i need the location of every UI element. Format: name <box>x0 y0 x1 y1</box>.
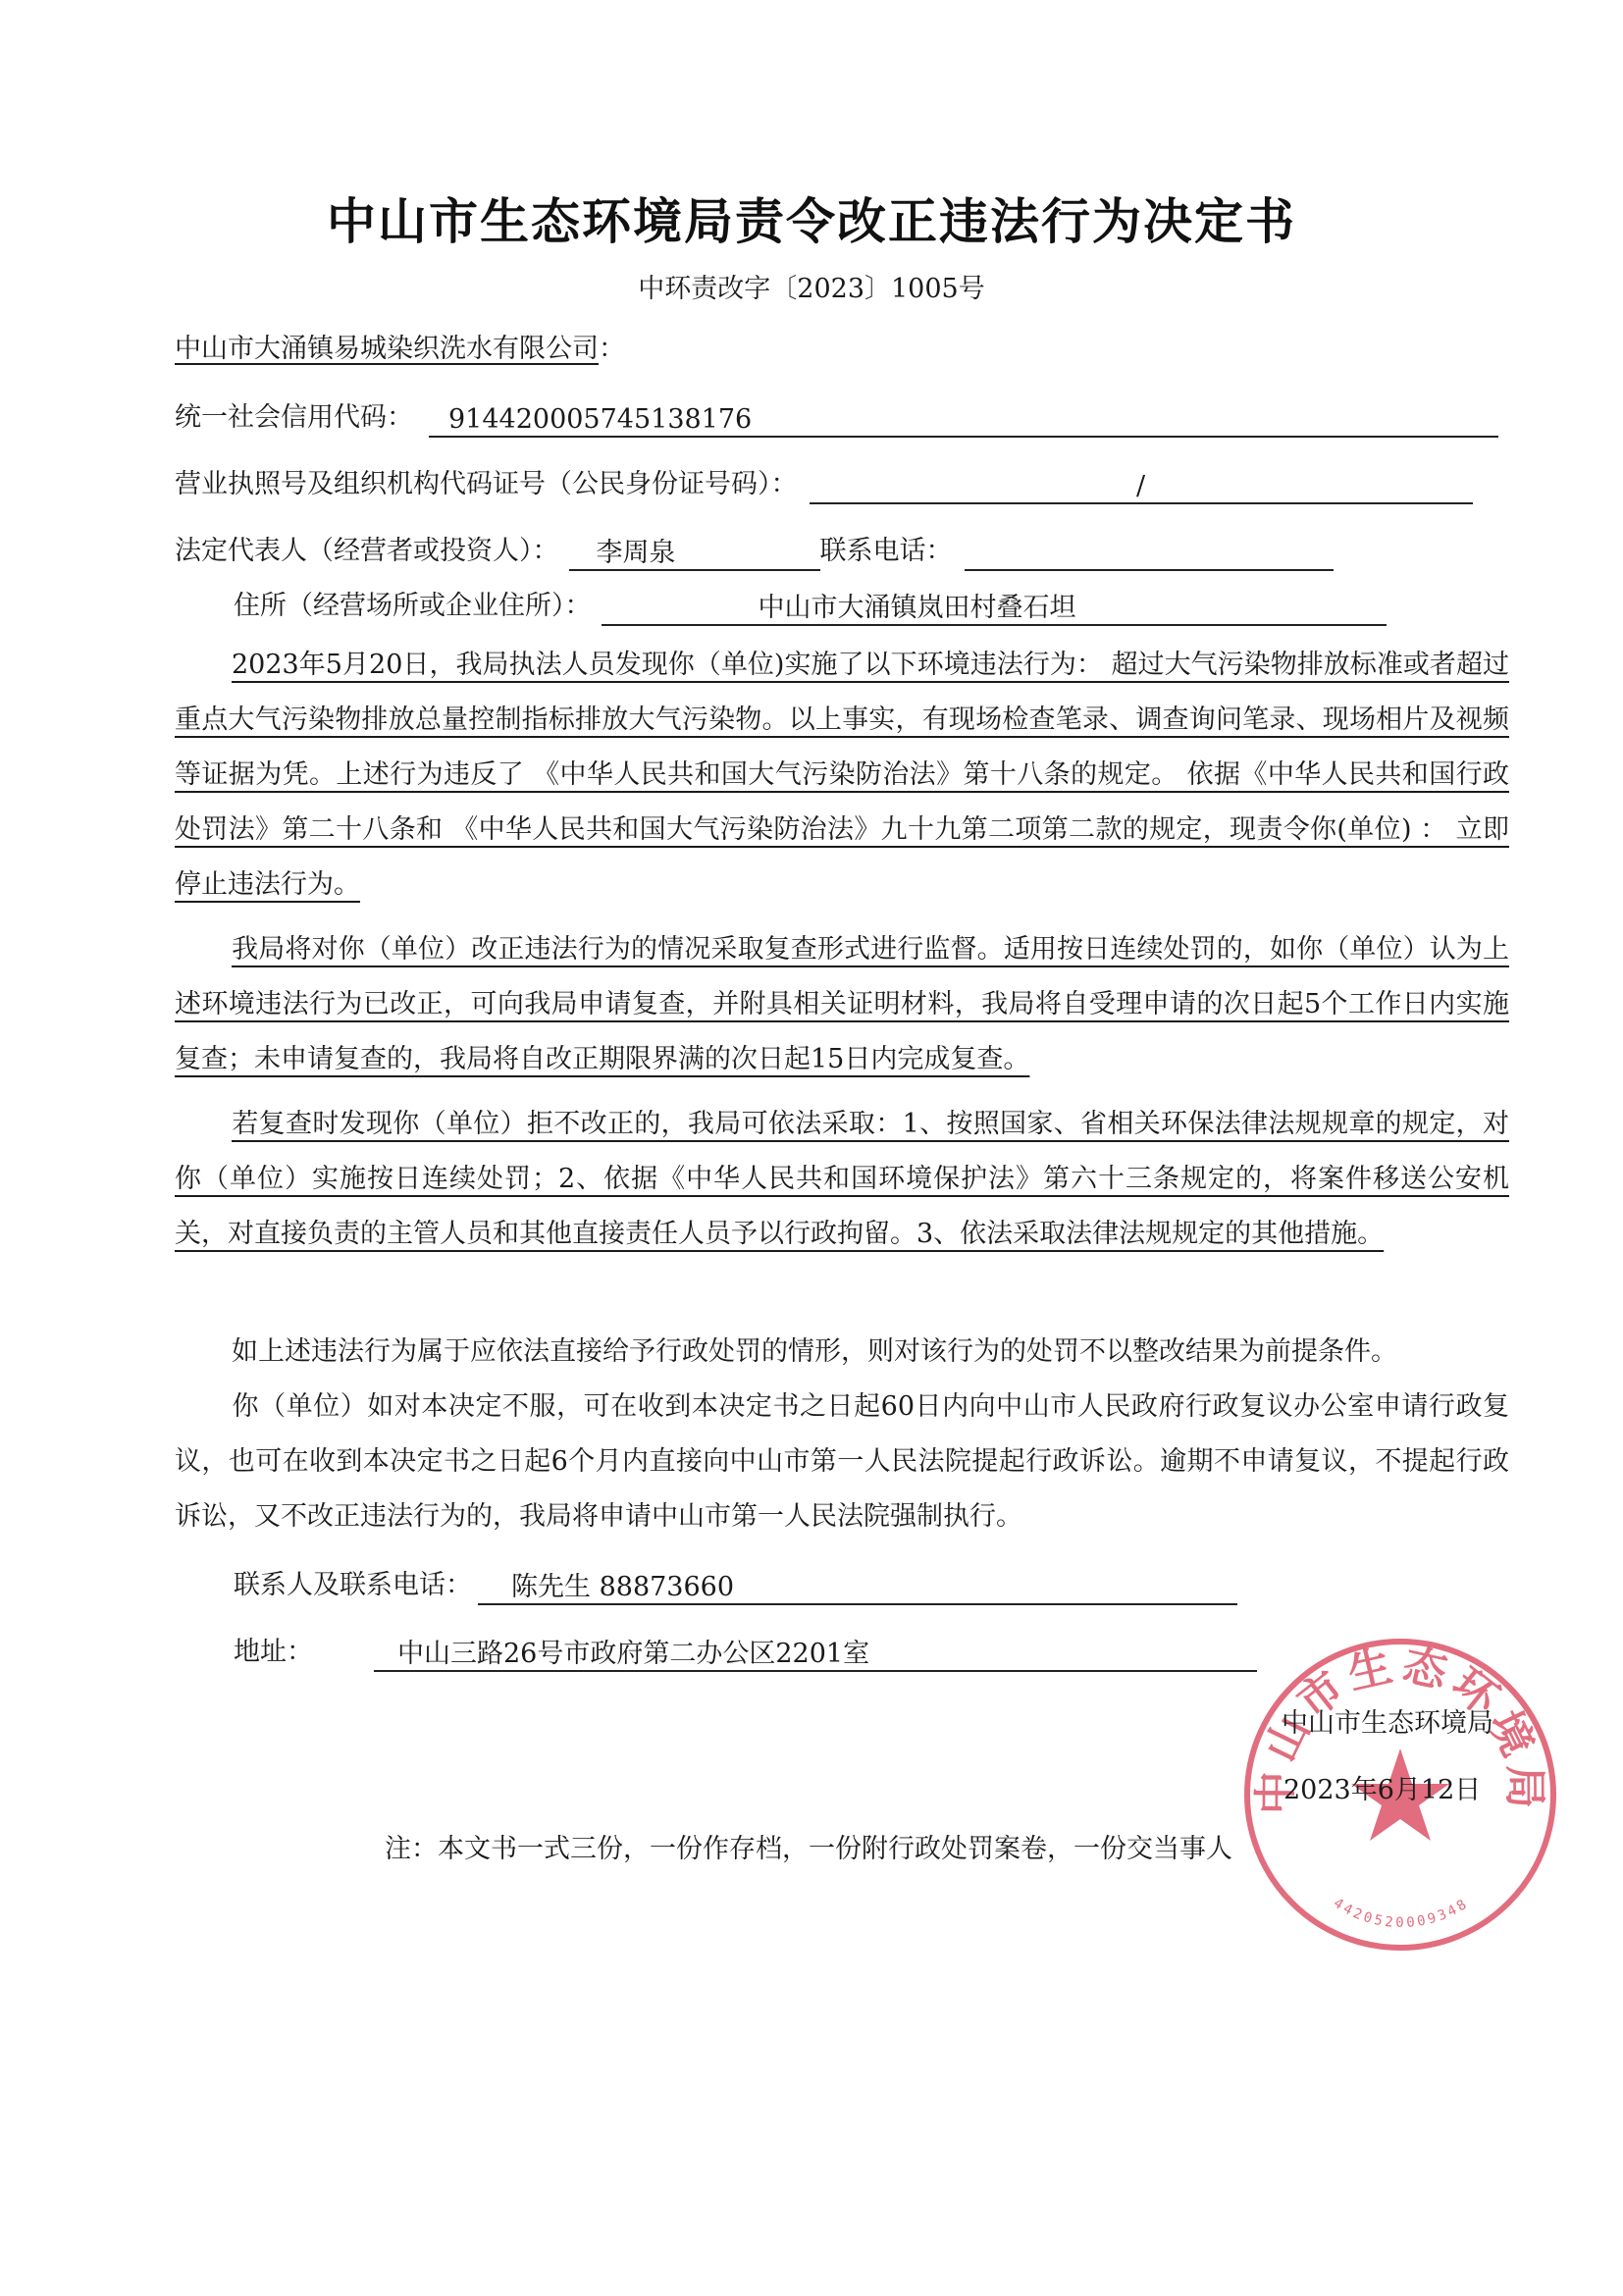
paragraph-refusal: 若复查时发现你（单位）拒不改正的，我局可依法采取：1、按照国家、省相关环保法律法规规章的规定，对你（单位）实施按日连续处罚；2、依据《中华人民共和国环境保护法》第六十三条规定的，将案件移送公安机关，对直接负责的主管人员和其他直接责任人员予以行政拘留。3、依法采取法律法规规定的其他措施。 <box>175 1109 1509 1249</box>
address-line <box>234 587 1387 626</box>
office-address-field <box>374 1635 1257 1672</box>
paragraph-appeal: 你（单位）如对本决定不服，可在收到本决定书之日起60日内向中山市人民政府行政复议办公室申请行政复议，也可在收到本决定书之日起6个月内直接向中山市第一人民法院提起行政诉讼。逾期不申请复议，不提起行政诉讼，又不改正违法行为的，我局将申请中山市第一人民法院强制执行。 <box>175 1391 1509 1532</box>
company-line <box>175 330 625 369</box>
paragraph-violation: 2023年5月20日，我局执法人员发现你（单位)实施了以下环境违法行为： 超过大气污染物排放标准或者超过重点大气污染物排放总量控制指标排放大气污染物。以上事实，有现场检查笔录、调查询问笔录、现场相片及视频 等证据为凭。上述行为违反了 《中华人民共和国大气污染防治法》第十八条的规定。 依据《中华人民共和国行政处罚法》第二十八条和 《中华人民共和国大气污染防治法》九十九第二项第二款的规定，现责令你(单位) ： 立即停止违法行为。 <box>175 650 1509 900</box>
issuing-organization: 中山市生态环境局 <box>1282 1708 1493 1739</box>
legal-rep-field <box>569 534 820 571</box>
license-line <box>175 465 1473 504</box>
license-value: / <box>1135 471 1146 501</box>
paragraph-supervision: 我局将对你（单位）改正违法行为的情况采取复查形式进行监督。适用按日连续处罚的，如你（单位）认为上述环境违法行为已改正，可向我局申请复查，并附具相关证明材料，我局将自受理申请的次日起5个工作日内实施复查；未申请复查的，我局将自改正期限界满的次日起15日内完成复查。 <box>175 934 1509 1074</box>
office-address-value: 中山三路26号市政府第二办公区2201室 <box>397 1639 870 1669</box>
credit-code-field <box>429 400 1498 438</box>
phone-label: 联系电话： <box>819 536 953 566</box>
address-field <box>602 589 1387 626</box>
contact-line <box>234 1566 1237 1605</box>
legal-rep-line <box>175 532 1334 571</box>
credit-code-label: 统一社会信用代码： <box>175 402 413 433</box>
legal-rep-label: 法定代表人（经营者或投资人）： <box>175 536 559 566</box>
document-number: 中环责改字〔2023〕1005号 <box>638 274 985 304</box>
contact-label: 联系人及联系电话： <box>234 1570 472 1600</box>
issue-date: 2023年6月12日 <box>1283 1775 1482 1805</box>
credit-code-line <box>175 398 1498 438</box>
address-label: 住所（经营场所或企业住所）： <box>234 591 592 621</box>
contact-value: 陈先生 88873660 <box>511 1572 735 1602</box>
phone-field <box>965 534 1334 571</box>
svg-text:4420520009348: 4420520009348 <box>1331 1895 1472 1931</box>
document-title: 中山市生态环境局责令改正违法行为决定书 <box>327 193 1296 250</box>
company-suffix: ： <box>599 334 625 364</box>
company-name: 中山市大涌镇易城染织洗水有限公司 <box>175 334 599 364</box>
credit-code-value: 914420005745138176 <box>448 404 753 435</box>
paragraph-penalty: 如上述违法行为属于应依法直接给予行政处罚的情形，则对该行为的处罚不以整改结果为前提条件。 <box>232 1336 1397 1367</box>
office-address-line <box>234 1633 1257 1672</box>
office-address-label: 地址： <box>234 1637 313 1667</box>
svg-text:中山市生态环境局: 中山市生态环境局 <box>1250 1640 1550 1815</box>
contact-field <box>478 1568 1237 1605</box>
license-field <box>810 467 1473 504</box>
address-value: 中山市大涌镇岚田村叠石坦 <box>758 593 1076 623</box>
license-label: 营业执照号及组织机构代码证号（公民身份证号码）： <box>175 469 798 499</box>
footer-note: 注：本文书一式三份，一份作存档，一份附行政处罚案卷，一份交当事人 <box>385 1834 1232 1864</box>
legal-rep-value: 李周泉 <box>596 538 676 568</box>
